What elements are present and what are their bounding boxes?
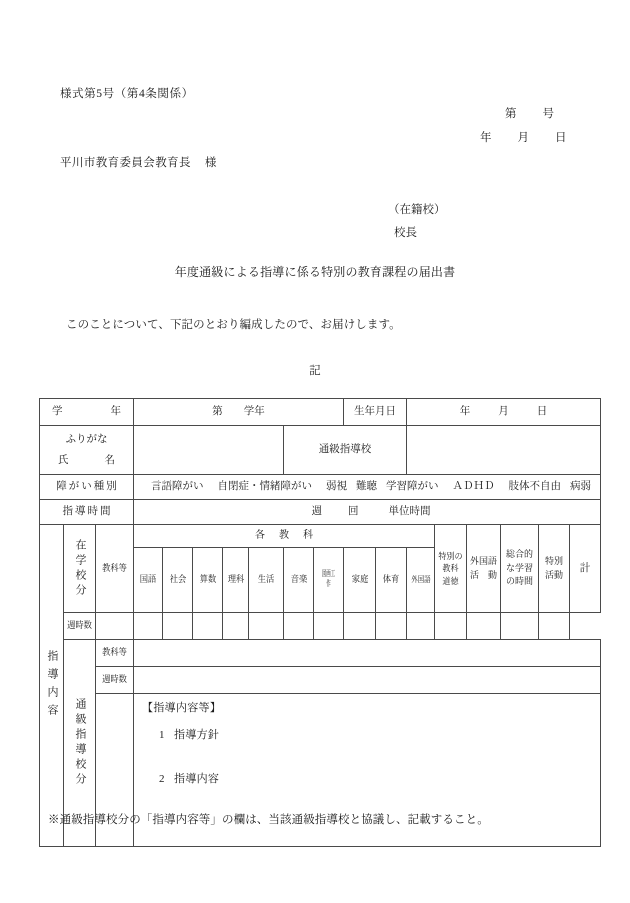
disability-option-1[interactable]: 自閉症・情緒障がい <box>217 481 313 493</box>
name-label: 氏 名 <box>58 454 120 466</box>
disability-option-2[interactable]: 弱視 <box>326 481 348 493</box>
special-moral-label-1: 教科 <box>442 563 459 574</box>
subject-label-2: 算数 <box>199 574 216 585</box>
teaching-time-value-cell[interactable] <box>134 500 601 525</box>
grade-value: 第 学年 <box>212 406 265 418</box>
furigana-label: ふりがな <box>65 434 108 446</box>
special-moral-label-2: 道徳 <box>442 575 459 586</box>
weekly-hours-input-4[interactable] <box>223 613 249 640</box>
ki-mark: 記 <box>309 365 321 377</box>
subject-label-5: 音楽 <box>290 574 307 585</box>
row-name <box>40 426 601 475</box>
tsukyu-school-label: 通級指導校 <box>318 444 372 456</box>
row-enrolled-weekly-hours <box>40 613 601 640</box>
name-value-cell[interactable] <box>134 426 284 475</box>
weekly-hours-input-1[interactable] <box>134 613 163 640</box>
tsukyu-subject-etc-value-cell[interactable] <box>134 640 601 667</box>
form-number: 様式第5号（第4条関係） <box>60 88 194 100</box>
date-day-label: 日 <box>555 132 567 144</box>
subject-etc-label: 教科等 <box>102 562 127 573</box>
special-moral-header-cell <box>435 525 467 613</box>
tsukyu-weekly-hours-label-cell <box>96 667 134 694</box>
guidance-content-label: 指導内容 <box>46 649 58 722</box>
tsukyu-subject-etc-label-cell <box>96 640 134 667</box>
disability-option-6[interactable]: 肢体不自由 <box>508 481 562 493</box>
weekly-hours-input-9[interactable] <box>376 613 407 640</box>
all-subjects-label: 各 教 科 <box>255 530 316 542</box>
integrated-study-label-1: な学習 <box>506 562 534 573</box>
subject-label-6: 図画工作 <box>321 569 336 589</box>
subject-etc-label-tsukyu: 教科等 <box>102 647 127 658</box>
integrated-study-label-2: の時間 <box>506 576 534 587</box>
disability-option-4[interactable]: 学習障がい <box>386 481 439 493</box>
guidance-content-item-1 <box>159 730 600 741</box>
tsukyu-division-label: 通級指導校分 <box>74 698 86 788</box>
weekly-hours-input-3[interactable] <box>193 613 223 640</box>
special-activity-label-1: 活動 <box>545 569 564 580</box>
disability-label: 障がい種別 <box>56 481 119 493</box>
subject-label-8: 体育 <box>382 574 400 585</box>
row-tsukyu-subject-etc <box>40 640 601 667</box>
subject-header-shakai <box>163 548 193 613</box>
disability-option-7[interactable]: 病弱 <box>570 481 592 493</box>
guidance-content-item-2-text: 指導内容 <box>174 773 220 785</box>
weekly-hours-input-8[interactable] <box>344 613 376 640</box>
disability-option-3[interactable]: 難聴 <box>356 481 378 493</box>
lead-text: このことについて、下記のとおり編成したので、お届けします。 <box>66 319 401 331</box>
teaching-time-label: 指導時間 <box>62 506 113 518</box>
subject-label-0: 国語 <box>139 574 157 585</box>
birth-month-label: 月 <box>498 406 509 418</box>
weekly-hours-input-6[interactable] <box>284 613 314 640</box>
birth-label: 生年月日 <box>354 406 397 418</box>
enrolled-school-label: （在籍校） <box>388 204 446 216</box>
subject-header-zuga-kosaku <box>314 548 344 613</box>
subject-header-sansu <box>193 548 223 613</box>
main-form-table <box>39 398 601 847</box>
weekly-hours-input-special-activity[interactable] <box>501 613 539 640</box>
special-activity-header-cell <box>539 525 570 613</box>
weekly-hours-label-tsukyu: 週時数 <box>102 674 127 685</box>
subject-header-ongaku <box>284 548 314 613</box>
subject-header-katei <box>344 548 376 613</box>
foreign-language-activity-label-0: 外国語 <box>470 556 498 566</box>
row-disability <box>40 475 601 500</box>
foreign-language-activity-header-cell <box>467 525 501 613</box>
birth-year-label: 年 <box>459 406 471 418</box>
weekly-hours-input-2[interactable] <box>163 613 193 640</box>
main-form-table-wrapper <box>39 398 590 847</box>
grade-label-cell <box>40 399 134 426</box>
integrated-study-label-0: 総合的 <box>506 549 534 560</box>
all-subjects-header-cell <box>134 525 435 548</box>
teaching-time-unit-label: 単位時間 <box>388 506 431 518</box>
document-number-line <box>505 105 554 121</box>
subject-header-seikatsu <box>249 548 284 613</box>
total-label: 計 <box>579 562 591 574</box>
document-date-line <box>480 129 567 145</box>
weekly-hours-input-7[interactable] <box>314 613 344 640</box>
document-number-label: 第 <box>505 108 517 120</box>
subject-label-4: 生活 <box>257 574 275 585</box>
foreign-language-activity-label-1: 活 動 <box>470 569 498 580</box>
disability-options-cell[interactable] <box>134 475 601 500</box>
row-grade <box>40 399 601 426</box>
subject-header-kokugo <box>134 548 163 613</box>
special-activity-label-0: 特別 <box>545 556 564 566</box>
tsukyu-school-label-cell <box>284 426 407 475</box>
disability-option-5[interactable]: ＡＤＨＤ <box>452 481 495 493</box>
weekly-hours-input-0[interactable] <box>96 613 134 640</box>
guidance-content-heading: 【指導内容等】 <box>142 702 222 714</box>
birth-label-cell <box>344 399 407 426</box>
guidance-content-item-2 <box>159 774 600 785</box>
name-label-cell <box>40 426 134 475</box>
guidance-content-label-cell <box>40 525 64 847</box>
special-moral-label-0: 特別の <box>438 551 463 562</box>
weekly-hours-input-moral[interactable] <box>407 613 435 640</box>
addressee-name: 平川市教育委員会教育長 <box>60 157 191 169</box>
disability-label-cell <box>40 475 134 500</box>
disability-option-0[interactable]: 言語障がい <box>151 481 204 493</box>
addressee-line <box>60 154 217 170</box>
enrolled-division-label: 在学校分 <box>74 538 86 599</box>
guidance-content-body <box>134 694 600 785</box>
row-teaching-time <box>40 500 601 525</box>
date-year-label: 年 <box>480 132 492 144</box>
weekly-hours-input-foreign-activity[interactable] <box>435 613 467 640</box>
weekly-hours-label-enrolled: 週時数 <box>67 620 92 631</box>
document-number-unit: 号 <box>542 108 554 120</box>
enrolled-division-label-cell <box>64 525 96 613</box>
birth-day-label: 日 <box>536 406 548 418</box>
subject-header-rika <box>223 548 249 613</box>
subject-label-1: 社会 <box>169 574 186 585</box>
row-subject-group-header <box>40 525 601 548</box>
addressee-honorific: 様 <box>204 157 217 169</box>
total-header-cell <box>570 525 601 613</box>
guidance-content-item-2-number: 2 <box>159 773 165 785</box>
weekly-hours-input-5[interactable] <box>249 613 284 640</box>
teaching-time-label-cell <box>40 500 134 525</box>
subject-label-3: 理科 <box>227 574 244 585</box>
weekly-hours-input-total[interactable] <box>539 613 570 640</box>
grade-value-cell[interactable] <box>134 399 344 426</box>
teaching-time-count-label: 回 <box>348 506 359 518</box>
enrolled-weekly-hours-label-cell <box>64 613 96 640</box>
subject-header-taiiku <box>376 548 407 613</box>
guidance-content-item-1-text: 指導方針 <box>174 729 220 741</box>
integrated-study-header-cell <box>501 525 539 613</box>
row-tsukyu-weekly-hours <box>40 667 601 694</box>
subject-label-9: 外国語 <box>410 575 431 585</box>
grade-label: 学 年 <box>52 406 130 418</box>
teaching-time-week-label: 週 <box>311 506 323 518</box>
subject-header-gaikokugo <box>407 548 435 613</box>
tsukyu-school-value-cell[interactable] <box>407 426 601 475</box>
weekly-hours-input-integrated[interactable] <box>467 613 501 640</box>
document-title: 年度通級による指導に係る特別の教育課程の届出書 <box>174 265 456 279</box>
guidance-content-item-1-number: 1 <box>159 729 165 741</box>
subject-label-7: 家庭 <box>351 574 368 585</box>
footnote: ※通級指導校分の「指導内容等」の欄は、当該通級指導校と協議し、記載すること。 <box>48 814 489 826</box>
enrolled-subject-etc-label-cell <box>96 525 134 613</box>
tsukyu-weekly-hours-value-cell[interactable] <box>134 667 601 694</box>
birth-value-cell[interactable] <box>407 399 601 426</box>
principal-label: 校長 <box>394 227 417 239</box>
date-month-label: 月 <box>517 132 529 144</box>
